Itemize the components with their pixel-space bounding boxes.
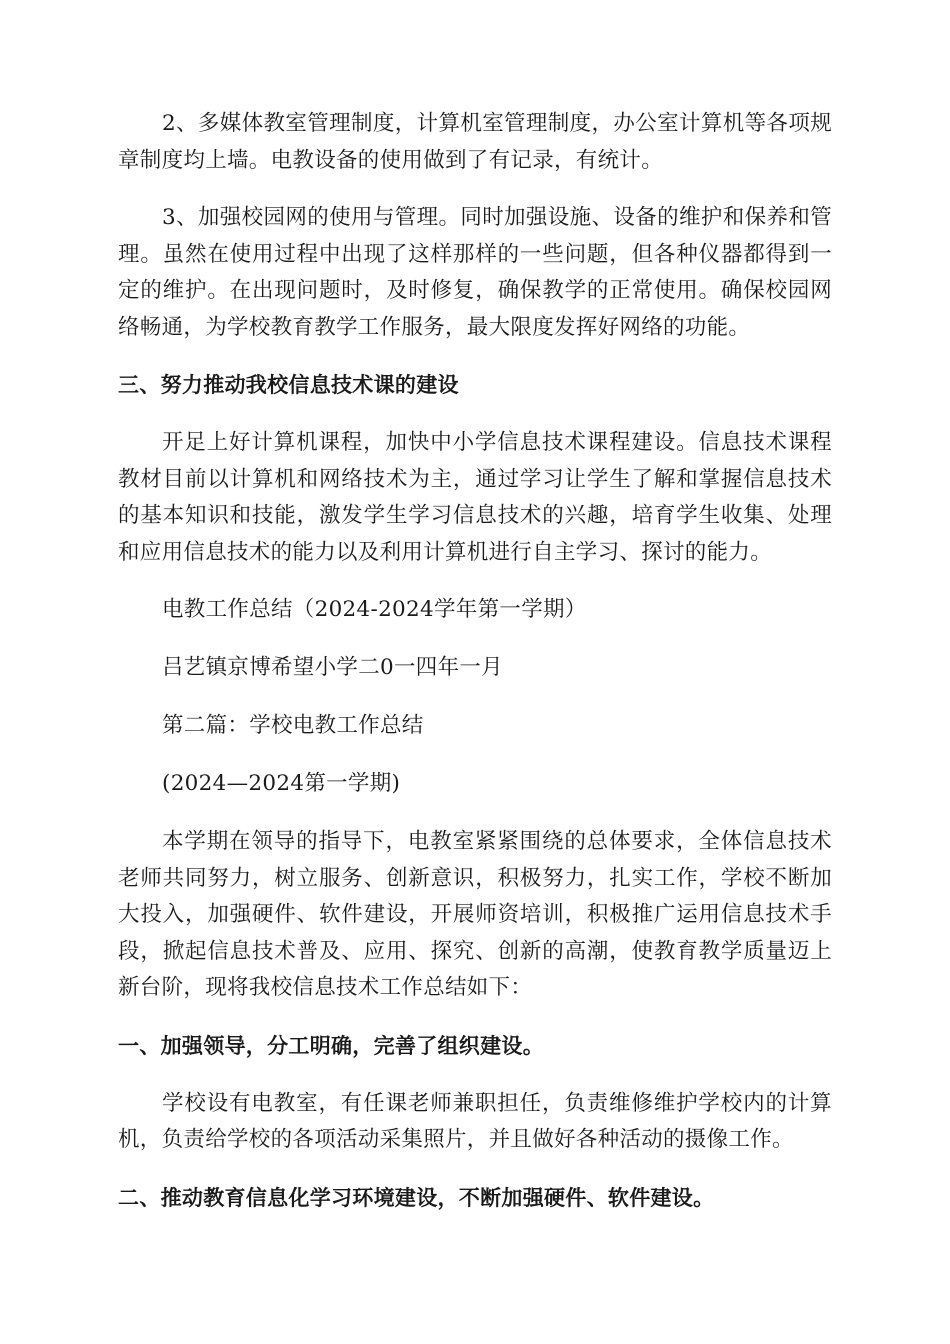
school-date-line: 吕艺镇京博希望小学二0一四年一月	[162, 655, 503, 680]
paragraph-av-room: 学校设有电教室，有任课老师兼职担任，负责维修维护学校内的计算机，负责给学校的各项活动采集照片，并且做好各种活动的摄像工作。	[118, 1090, 832, 1152]
section-heading-leadership: 一、加强领导，分工明确，完善了组织建设。	[118, 1033, 544, 1058]
term-line: (2024—2024第一学期)	[162, 771, 401, 796]
section-heading-it-course: 三、努力推动我校信息技术课的建设	[118, 373, 459, 397]
paragraph-term-intro: 本学期在领导的指导下，电教室紧紧围绕的总体要求，全体信息技术老师共同努力，树立服务、创新意识，积极努力，扎实工作，学校不断加大投入，加强硬件、软件建设，开展师资培训，积极推广运用信息技术手段，掀起信息技术普及、应用、探究、创新的高潮，使教育教学质量迈上新台阶，现将我校信息技术工作总结如下：	[118, 829, 832, 1000]
paragraph-computer-course: 开足上好计算机课程，加快中小学信息技术课程建设。信息技术课程教材目前以计算机和网络技术为主，通过学习让学生了解和掌握信息技术的基本知识和技能，激发学生学习信息技术的兴趣，培育学生收集、处理和应用信息技术的能力以及利用计算机进行自主学习、探讨的能力。	[118, 430, 832, 565]
paragraph-campus-network: 3、加强校园网的使用与管理。同时加强设施、设备的维护和保养和管理。虽然在使用过程中出现了这样那样的一些问题，但各种仪器都得到一定的维护。在出现问题时，及时修复，确保教学的正常使用。确保校园网络畅通，为学校教育教学工作服务，最大限度发挥好网络的功能。	[118, 205, 832, 340]
second-article-title: 第二篇：学校电教工作总结	[162, 713, 424, 738]
section-heading-infrastructure: 二、推动教育信息化学习环境建设，不断加强硬件、软件建设。	[118, 1185, 715, 1210]
document-page	[118, 106, 832, 1238]
summary-title-line: 电教工作总结（2024-2024学年第一学期）	[162, 597, 587, 622]
paragraph-rules-on-wall: 2、多媒体教室管理制度，计算机室管理制度，办公室计算机等各项规章制度均上墙。电教设备的使用做到了有记录，有统计。	[118, 111, 832, 173]
